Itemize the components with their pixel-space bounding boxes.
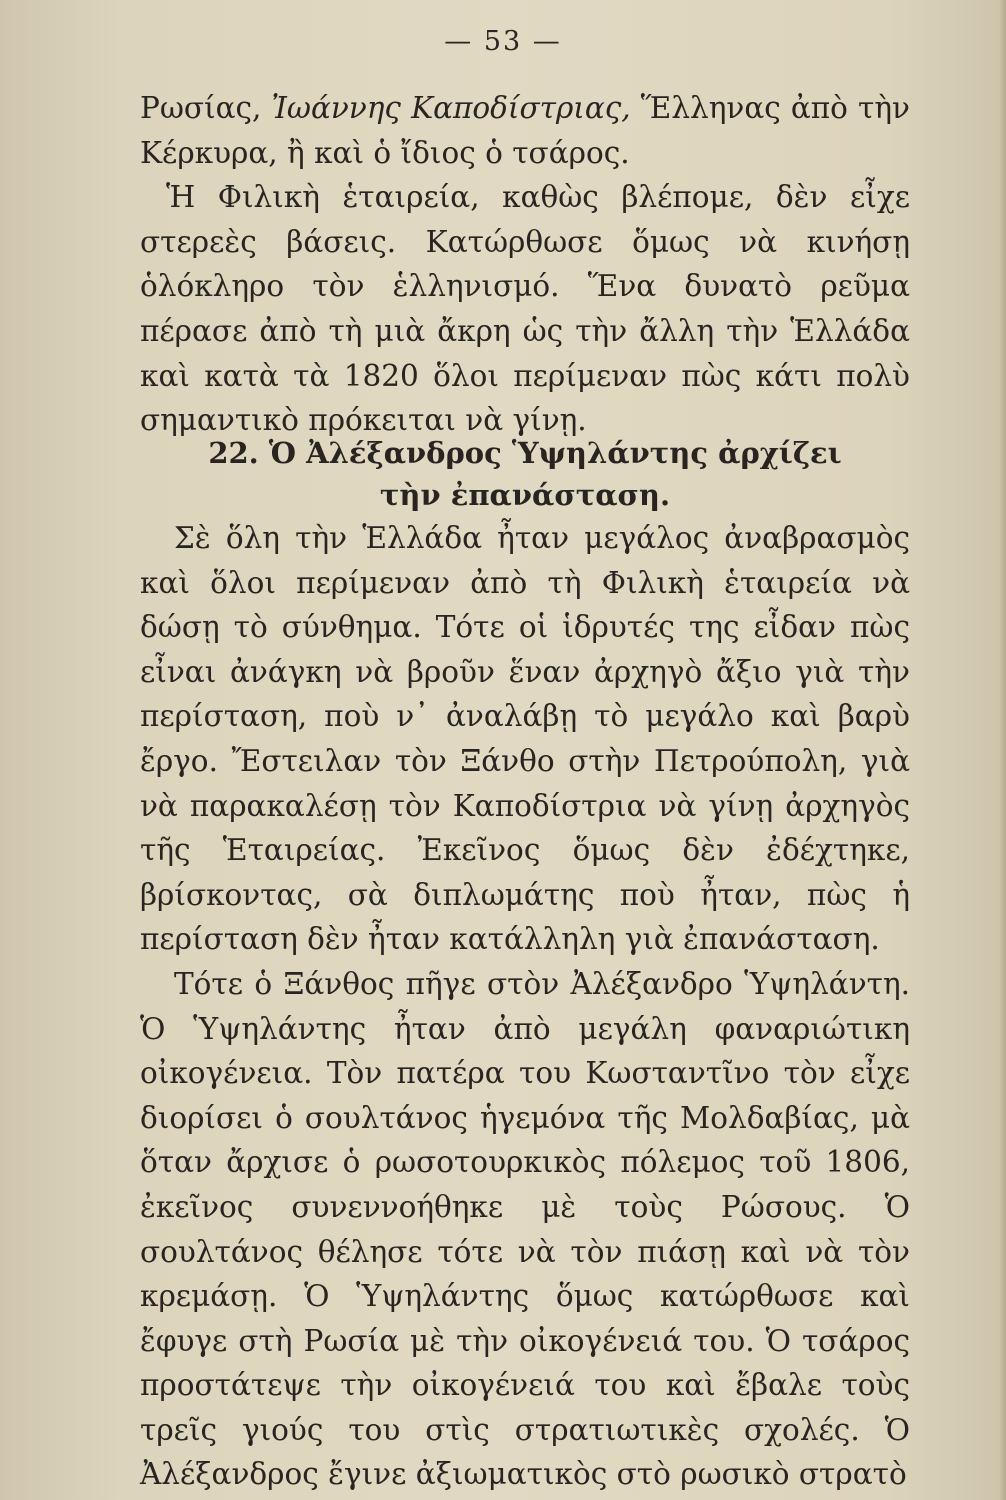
- section-heading-line2: τὴν ἐπανάσταση.: [379, 478, 671, 512]
- italic-name: Ἰωάννης Καποδίστριας,: [271, 91, 631, 125]
- paragraph-1: Σὲ ὅλη τὴν Ἑλλάδα ἦταν μεγάλος ἀναβρασμὸς καὶ ὅλοι περίμεναν ἀπὸ τὴ Φιλικὴ ἑταιρεία νὰ δώσῃ τὸ σύνθημα. Τότε οἱ ἱδρυτές της εἶδαν πὼς εἶναι ἀνάγκη νὰ βροῦν ἕναν ἀρχηγὸ ἄξιο γιὰ τὴν περίσταση, ποὺ ν᾿ ἀναλάβῃ τὸ μεγάλο καὶ βαρὺ ἔργο. Ἔστειλαν τὸν Ξάνθο στὴν Πετρούπολη, γιὰ νὰ παρακαλέσῃ τὸν Καποδίστρια νὰ γίνῃ ἀρχηγὸς τῆς Ἑταιρείας. Ἐκεῖνος ὅμως δὲν ἐδέχτηκε, βρίσκοντας, σὰ διπλωμάτης ποὺ ἦταν, πὼς ἡ περίσταση δὲν ἦταν κατάλληλη γιὰ ἐπανάσταση.: [140, 521, 910, 957]
- text-block-top: [140, 86, 910, 443]
- page-number: — 53 —: [444, 26, 562, 57]
- continued-paragraph: [140, 86, 910, 175]
- paragraph-filiki: Ἡ Φιλικὴ ἑταιρεία, καθὼς βλέπομε, δὲν εἶχε στερεὲς βάσεις. Κατώρθωσε ὅμως νὰ κινήσῃ ὁλόκληρο τὸν ἑλληνισμό. Ἕνα δυνατὸ ρεῦμα πέρασε ἀπὸ τὴ μιὰ ἄκρη ὡς τὴν ἄλλη τὴν Ἑλλάδα καὶ κατὰ τὰ 1820 ὅλοι περίμεναν πὼς κάτι πολὺ σημαντικὸ πρόκειται νὰ γίνῃ.: [140, 180, 910, 438]
- section-heading: [140, 432, 910, 516]
- paragraph-2: Τότε ὁ Ξάνθος πῆγε στὸν Ἀλέξανδρο Ὑψηλάντη. Ὁ Ὑψηλάντης ἦταν ἀπὸ μεγάλη φαναριώτικη οἰκογένεια. Τὸν πατέρα του Κωσταντῖνο τὸν εἶχε διορίσει ὁ σουλτάνος ἡγεμόνα τῆς Μολδαβίας, μὰ ὅταν ἄρχισε ὁ ρωσοτουρκικὸς πόλεμος τοῦ 1806, ἐκεῖνος συνεννοήθηκε μὲ τοὺς Ρώσους. Ὁ σουλτάνος θέλησε τότε νὰ τὸν πιάσῃ καὶ νὰ τὸν κρεμάσῃ. Ὁ Ὑψηλάντης ὅμως κατώρθωσε καὶ ἔφυγε στὴ Ρωσία μὲ τὴν οἰκογένειά του. Ὁ τσάρος προστάτεψε τὴν οἰκογένειά του καὶ ἔβαλε τοὺς τρεῖς γιούς του στὶς στρατιωτικὲς σχολές. Ὁ Ἀλέξανδρος ἔγινε ἀξιωματικὸς στὸ ρωσικὸ στρατὸ: [140, 966, 910, 1492]
- text-block-section: [140, 516, 910, 1497]
- section-heading-line1: 22. Ὁ Ἀλέξανδρος Ὑψηλάντης ἀρχίζει: [208, 436, 842, 470]
- continued-text-end: Ἕλληνας ἀπὸ τὴν Κέρκυρα, ἢ καὶ ὁ ἴδιος ὁ τσάρος.: [140, 91, 910, 170]
- page-edge: [1000, 0, 1006, 1500]
- continued-text: Ρωσίας,: [140, 91, 272, 125]
